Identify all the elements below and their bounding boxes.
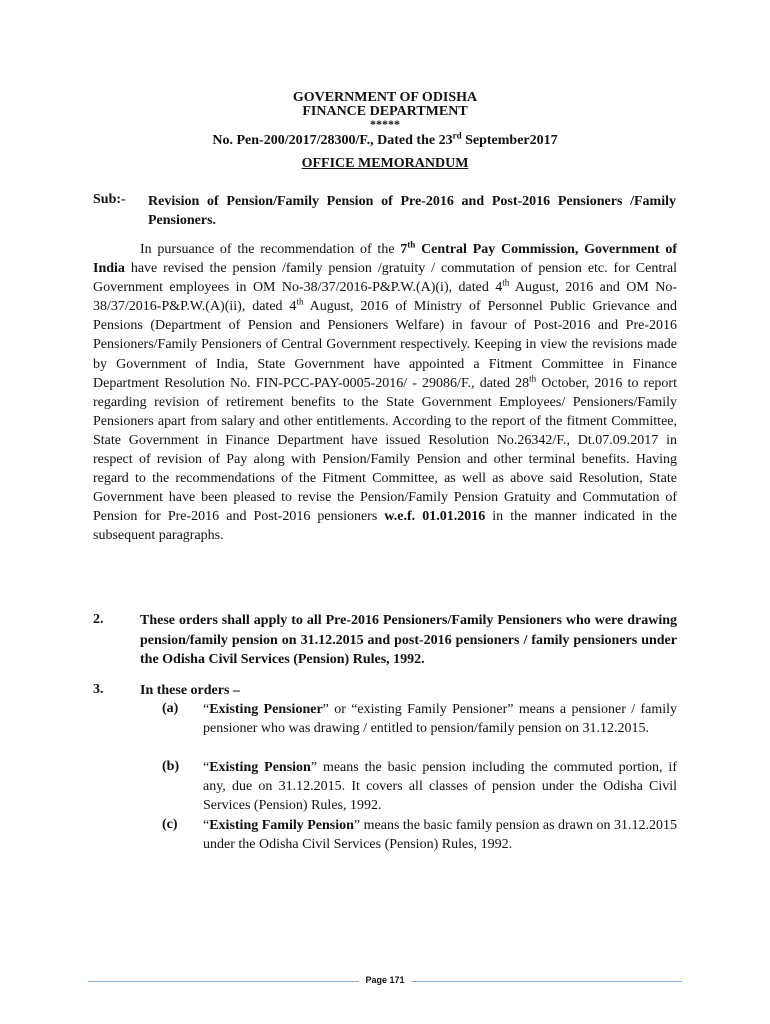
- page-number: Page 171: [0, 975, 770, 985]
- subject-text: Revision of Pension/Family Pension of Pre-2016 and Post-2016 Pensioners /Family Pensioners.: [148, 194, 676, 228]
- paragraph-2-text: These orders shall apply to all Pre-2016 Pensioners/Family Pensioners who were drawing pension/family pension on 31.12.2015 and post-2016 pensioners / family pensioners under the Odisha Civil Services (Pension) Rules, 1992.: [140, 613, 677, 667]
- stars-separator: *****: [370, 117, 400, 131]
- item-b-text: “Existing Pension” means the basic pension including the commuted portion, if any, due on 31.12.2015. It covers all classes of pension under the Odisha Civil Services (Pension) Rules, 1992.: [203, 760, 677, 814]
- item-a-label: (a): [162, 701, 179, 716]
- subject-label: Sub:-: [93, 192, 126, 207]
- paragraph-1: In pursuance of the recommendation of the 7th Central Pay Commission, Government of India have revised the pension /family pension /gratuity / commutation of pension etc. for Central Government employees in OM No-38/37/2016-P&P.W.(A)(i), dated 4th August, 2016 and OM No-38/37/2016-P&P.W.(A)(ii), dated 4th August, 2016 of Ministry of Personnel Public Grievance and Pensions (Department of Pension and Pensioners Welfare) in favour of Post-2016 and Pre-2016 Pensioners/Family Pensioners of Central Government respectively. Keeping in view the revisions made by Government of India, State Government have appointed a Fitment Committee in Finance Department Resolution No. FIN-PCC-PAY-0005-2016/ - 29086/F., dated 28th October, 2016 to report regarding revision of retirement benefits to the State Government Employees/ Pensioners/Family Pensioners apart from salary and other entitlements. According to the report of the fitment Committee, State Government in Finance Department have issued Resolution No.26342/F., Dt.07.09.2017 in respect of revision of Pay along with Pension/Family Pension and other terminal benefits. Having regard to the recommendations of the Fitment Committee, as well as above said Resolution, State Government have been pleased to revise the Pension/Family Pension Gratuity and Commutation of Pension for Pre-2016 and Post-2016 pensioners w.e.f. 01.01.2016 in the manner indicated in the subsequent paragraphs.: [93, 239, 677, 544]
- paragraph-3-number: 3.: [93, 682, 104, 697]
- department-heading: FINANCE DEPARTMENT: [302, 104, 468, 119]
- paragraph-2-number: 2.: [93, 612, 104, 627]
- memo-title: OFFICE MEMORANDUM: [301, 156, 469, 171]
- item-a-text: “Existing Pensioner” or “existing Family Pensioner” means a pensioner / family pensioner who was drawing / entitled to pension/family pension on 31.12.2015.: [203, 702, 677, 737]
- item-c-label: (c): [162, 817, 178, 832]
- item-c-text: “Existing Family Pension” means the basic family pension as drawn on 31.12.2015 under the Odisha Civil Services (Pension) Rules, 1992.: [203, 818, 677, 853]
- item-b-label: (b): [162, 759, 180, 774]
- paragraph-3-intro: In these orders –: [140, 683, 240, 698]
- govt-heading: GOVERNMENT OF ODISHA: [292, 90, 478, 105]
- memo-number: No. Pen-200/2017/28300/F., Dated the 23rd September2017: [212, 130, 558, 148]
